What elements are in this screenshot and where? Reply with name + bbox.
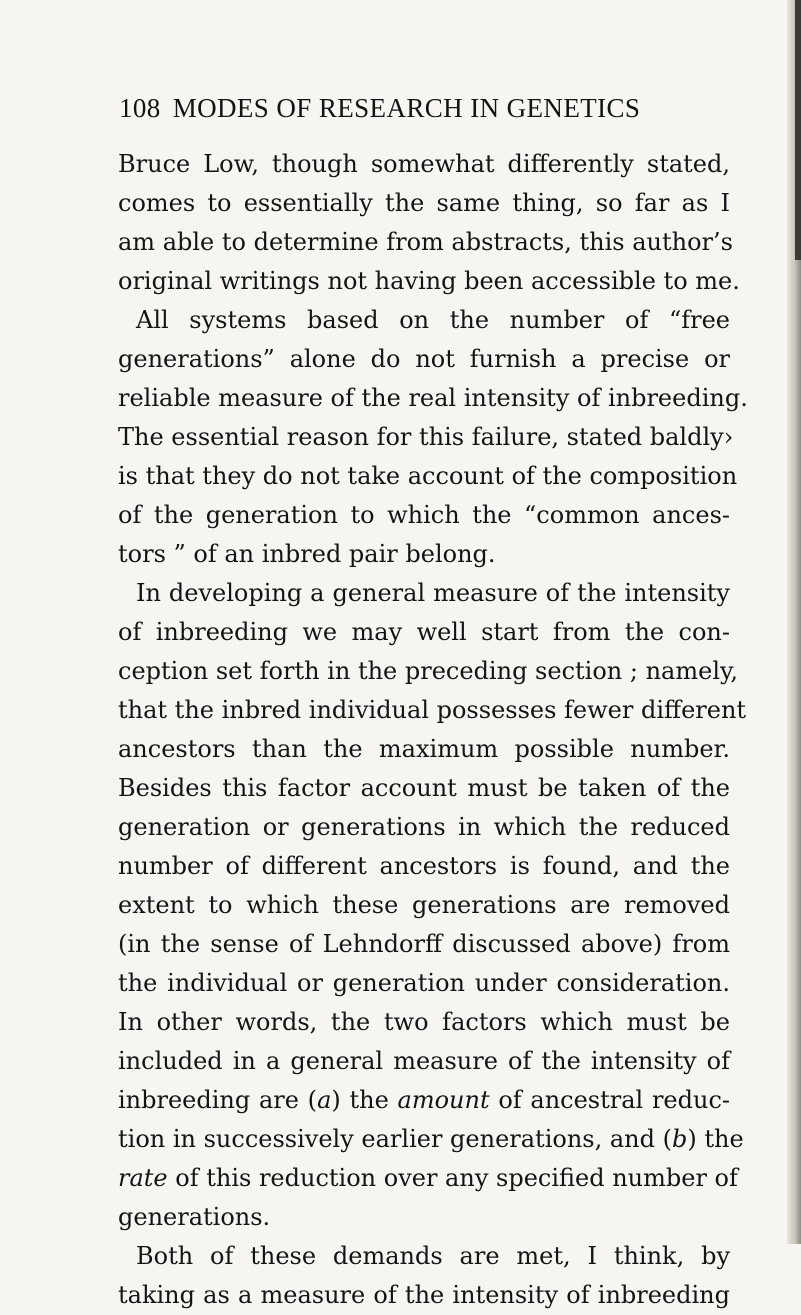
text-line: (in the sense of Lehndorff discussed above) from: [118, 930, 730, 958]
text-line: All systems based on the number of “free: [136, 306, 730, 334]
text-line: number of different ancestors is found, and the: [118, 852, 730, 880]
text-line: Both of these demands are met, I think, by: [136, 1242, 730, 1270]
text-line: original writings not having been accessible to me.: [118, 267, 740, 295]
text-line: ception set forth in the preceding section ; namely,: [118, 657, 738, 685]
text-line: taking as a measure of the intensity of inbreeding: [118, 1281, 730, 1309]
text-line: of inbreeding we may well start from the con-: [118, 618, 730, 646]
text-line: reliable measure of the real intensity of inbreeding.: [118, 384, 748, 412]
running-head: [119, 93, 699, 127]
text-line: the individual or generation under consideration.: [118, 969, 730, 997]
text-line: is that they do not take account of the composition: [118, 462, 738, 490]
text-line: tors ” of an inbred pair belong.: [118, 540, 496, 568]
text-line: of the generation to which the “common ances-: [118, 501, 730, 529]
text-line: tion in successively earlier generations, and (b) the: [118, 1125, 744, 1153]
text-line: rate of this reduction over any specified number of: [118, 1164, 738, 1192]
text-line: generations” alone do not furnish a precise or: [118, 345, 730, 373]
text-line: that the inbred individual possesses fewer different: [118, 696, 747, 724]
text-line: The essential reason for this failure, stated baldly›: [118, 423, 734, 451]
page-number: 108: [119, 93, 161, 123]
text-line: generations.: [118, 1203, 271, 1231]
text-line: In developing a general measure of the intensity: [136, 579, 730, 607]
text-line: Bruce Low, though somewhat differently stated,: [118, 150, 730, 178]
text-line: extent to which these generations are removed: [118, 891, 730, 919]
text-line: generation or generations in which the reduced: [118, 813, 730, 841]
text-line: ancestors than the maximum possible number.: [118, 735, 730, 763]
text-line: Besides this factor account must be taken of the: [118, 774, 730, 802]
body-text: [118, 145, 748, 1315]
text-line: am able to determine from abstracts, this author’s: [118, 228, 733, 256]
text-line: inbreeding are (a) the amount of ancestral reduc-: [118, 1086, 731, 1114]
text-line: comes to essentially the same thing, so far as I: [118, 189, 730, 217]
text-line: In other words, the two factors which must be: [118, 1008, 730, 1036]
running-title: MODES OF RESEARCH IN GENETICS: [172, 93, 641, 123]
page-edge-shadow: [795, 0, 801, 260]
text-line: included in a general measure of the intensity of: [118, 1047, 730, 1075]
